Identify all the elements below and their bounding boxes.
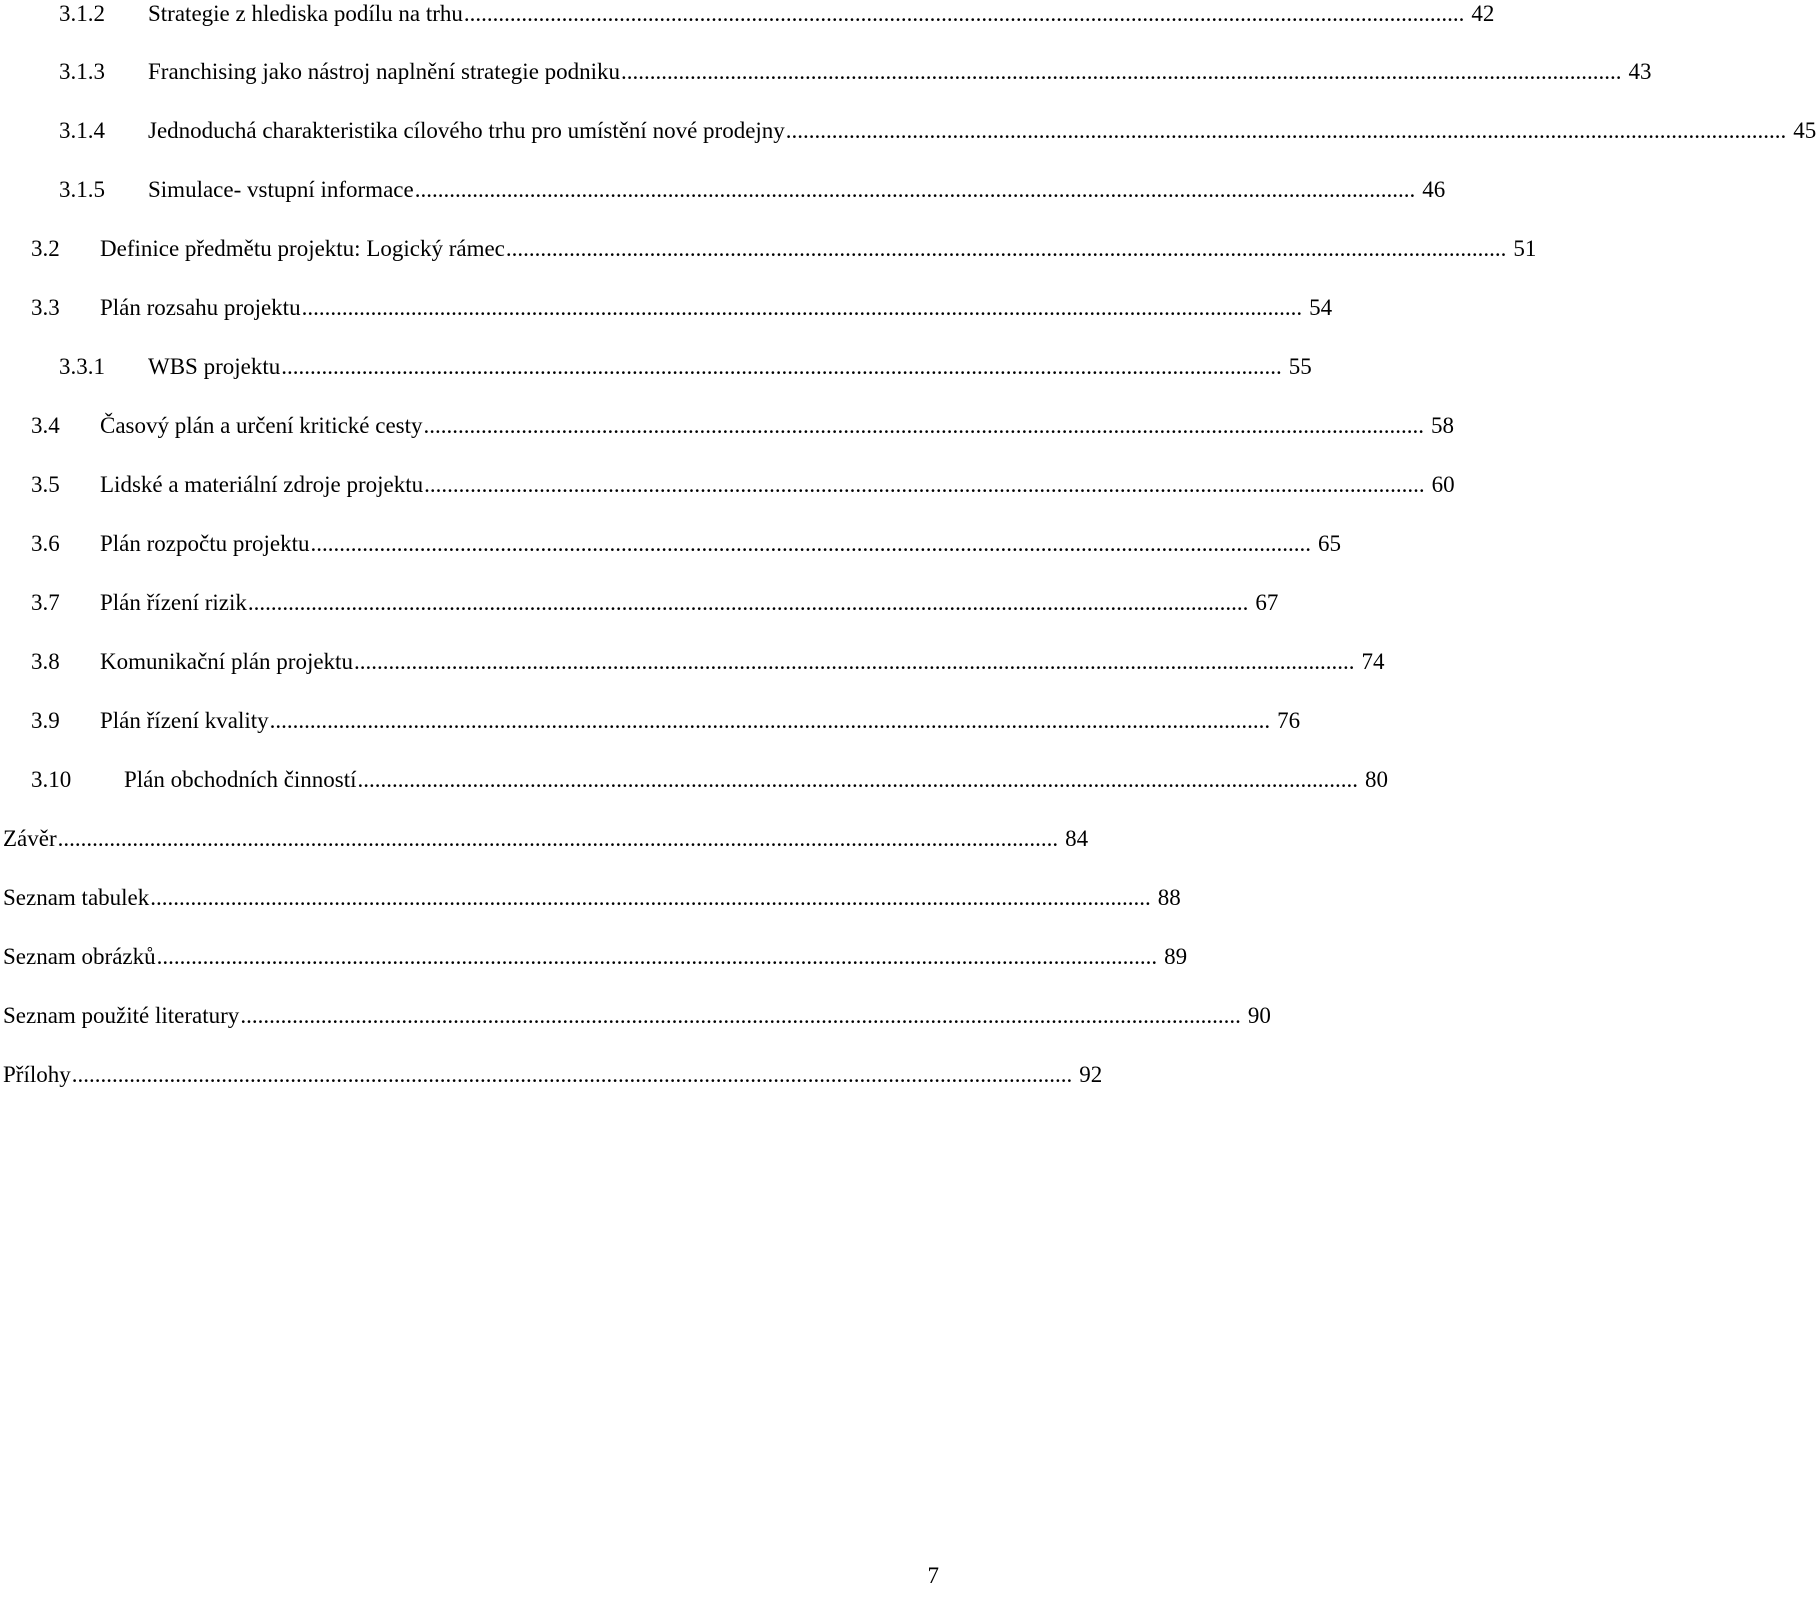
toc-entry[interactable] [0,469,1455,501]
toc-entry-title[interactable]: Franchising jako nástroj naplnění strategie podniku [148,59,621,84]
toc-entry[interactable] [0,292,1333,324]
toc-entry-number: 3.1.3 [59,59,105,84]
page-number: 7 [927,1563,939,1588]
dot-leader: .............................................................................................................................................................................. [423,413,1425,438]
toc-entry[interactable] [0,115,1816,147]
toc-entry-page[interactable]: 92 [1079,1062,1103,1087]
toc-entry-page[interactable]: 60 [1431,472,1455,497]
toc-entry-title[interactable]: Plán obchodních činností [124,767,357,792]
toc-entry-page[interactable]: 42 [1471,1,1495,26]
toc-entry[interactable] [0,1059,1103,1091]
toc-entry-number: 3.10 [31,767,72,792]
toc-entry-page[interactable]: 55 [1288,354,1312,379]
toc-entry-title[interactable]: Definice předmětu projektu: Logický rámec [100,236,505,261]
toc-entry-page[interactable]: 74 [1361,649,1385,674]
toc-entry-title[interactable]: Komunikační plán projektu [100,649,353,674]
toc-entry-number: 3.3.1 [59,354,105,379]
toc-entry[interactable] [0,882,1181,914]
dot-leader: .............................................................................................................................................................................. [357,767,1359,792]
dot-leader: .............................................................................................................................................................................. [156,944,1158,969]
toc-entry-page[interactable]: 46 [1422,177,1446,202]
dot-leader: .............................................................................................................................................................................. [57,826,1059,851]
dot-leader: .............................................................................................................................................................................. [150,885,1151,910]
dot-leader: .............................................................................................................................................................................. [269,708,1271,733]
dot-leader: .............................................................................................................................................................................. [505,236,1507,261]
dot-leader: .............................................................................................................................................................................. [281,354,1282,379]
toc-entry-number: 3.8 [31,649,60,674]
toc-entry-number: 3.1.4 [59,118,105,143]
dot-leader: .............................................................................................................................................................................. [353,649,1355,674]
toc-entry[interactable] [0,1000,1271,1032]
toc-entry-title[interactable]: Seznam tabulek [3,885,150,910]
toc-entry-page[interactable]: 51 [1513,236,1537,261]
toc-entry[interactable] [0,0,1495,30]
toc-entry-title[interactable]: Simulace- vstupní informace [148,177,414,202]
toc-entry-title[interactable]: Časový plán a určení kritické cesty [100,413,423,438]
toc-entry[interactable] [0,705,1301,737]
toc-entry[interactable] [0,174,1446,206]
toc-entry[interactable] [0,941,1188,973]
toc-entry[interactable] [0,528,1342,560]
toc-entry-number: 3.5 [31,472,60,497]
toc-entry[interactable] [0,56,1652,88]
dot-leader: .............................................................................................................................................................................. [71,1062,1073,1087]
dot-leader: .............................................................................................................................................................................. [463,1,1465,26]
toc-entry[interactable] [0,410,1455,442]
dot-leader: .............................................................................................................................................................................. [240,1003,1241,1028]
toc-entry-title[interactable]: Přílohy [3,1062,71,1087]
toc-entry-number: 3.6 [31,531,60,556]
toc-entry-page[interactable]: 43 [1628,59,1652,84]
toc-entry-page[interactable]: 80 [1365,767,1389,792]
dot-leader: .............................................................................................................................................................................. [424,472,1425,497]
toc-entry-page[interactable]: 76 [1277,708,1301,733]
toc-entry-title[interactable]: Seznam obrázků [3,944,156,969]
toc-entry-number: 3.1.2 [59,1,105,26]
toc-entry-number: 3.7 [31,590,60,615]
toc-entry[interactable] [0,351,1312,383]
toc-entry-page[interactable]: 89 [1164,944,1188,969]
toc-entry-title[interactable]: Lidské a materiální zdroje projektu [100,472,424,497]
dot-leader: .............................................................................................................................................................................. [247,590,1249,615]
toc-entry-title[interactable]: Plán řízení rizik [100,590,247,615]
toc-entry-title[interactable]: Plán rozsahu projektu [100,295,301,320]
toc-entry[interactable] [0,587,1279,619]
toc-entry[interactable] [0,646,1385,678]
toc-entry[interactable] [0,764,1389,796]
toc-entry-page[interactable]: 67 [1255,590,1279,615]
toc-entry-number: 3.2 [31,236,60,261]
toc-entry-title[interactable]: Plán rozpočtu projektu [100,531,310,556]
dot-leader: .............................................................................................................................................................................. [301,295,1303,320]
toc-entry-title[interactable]: Plán řízení kvality [100,708,269,733]
dot-leader: .............................................................................................................................................................................. [785,118,1787,143]
toc-entry-page[interactable]: 45 [1793,118,1816,143]
toc-entry-page[interactable]: 90 [1247,1003,1271,1028]
toc-entry-number: 3.1.5 [59,177,105,202]
dot-leader: .............................................................................................................................................................................. [310,531,1312,556]
dot-leader: .............................................................................................................................................................................. [414,177,1416,202]
toc-entry-title[interactable]: WBS projektu [148,354,281,379]
toc-entry-page[interactable]: 84 [1065,826,1089,851]
toc-entry-page[interactable]: 58 [1431,413,1455,438]
dot-leader: .............................................................................................................................................................................. [621,59,1622,84]
toc-entry[interactable] [0,823,1089,855]
toc-entry-page[interactable]: 65 [1318,531,1342,556]
toc-entry-page[interactable]: 54 [1309,295,1333,320]
toc-entry-number: 3.9 [31,708,60,733]
toc-entry[interactable] [0,233,1537,265]
toc-entry-page[interactable]: 88 [1157,885,1181,910]
toc-entry-number: 3.4 [31,413,60,438]
toc-entry-title[interactable]: Závěr [3,826,57,851]
toc-entry-number: 3.3 [31,295,60,320]
toc-entry-title[interactable]: Jednoduchá charakteristika cílového trhu pro umístění nové prodejny [148,118,785,143]
toc-entry-title[interactable]: Strategie z hlediska podílu na trhu [148,1,463,26]
toc-entry-title[interactable]: Seznam použité literatury [3,1003,240,1028]
